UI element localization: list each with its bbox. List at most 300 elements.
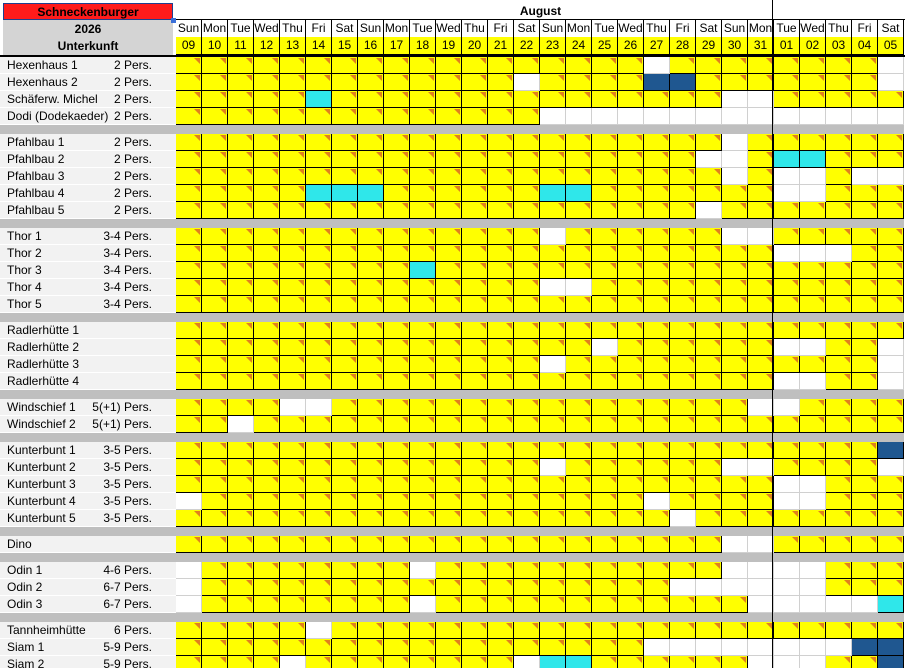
- booking-cell[interactable]: [280, 296, 306, 313]
- booking-cell[interactable]: [618, 322, 644, 339]
- booking-cell[interactable]: [384, 510, 410, 527]
- booking-cell[interactable]: [462, 562, 488, 579]
- booking-cell[interactable]: [358, 622, 384, 639]
- booking-cell[interactable]: [852, 57, 878, 74]
- booking-cell[interactable]: [670, 91, 696, 108]
- booking-cell[interactable]: [436, 74, 462, 91]
- booking-cell[interactable]: [436, 57, 462, 74]
- booking-cell[interactable]: [826, 185, 852, 202]
- booking-cell[interactable]: [774, 57, 800, 74]
- booking-cell[interactable]: [332, 442, 358, 459]
- booking-cell[interactable]: [436, 493, 462, 510]
- booking-cell[interactable]: [176, 510, 202, 527]
- booking-cell[interactable]: [436, 296, 462, 313]
- booking-cell[interactable]: [384, 399, 410, 416]
- booking-cell[interactable]: [800, 339, 826, 356]
- booking-cell[interactable]: [852, 442, 878, 459]
- booking-cell[interactable]: [306, 57, 332, 74]
- booking-cell[interactable]: [254, 228, 280, 245]
- booking-cell[interactable]: [800, 459, 826, 476]
- booking-cell[interactable]: [878, 151, 904, 168]
- booking-cell[interactable]: [644, 510, 670, 527]
- booking-cell[interactable]: [540, 108, 566, 125]
- booking-cell[interactable]: [826, 562, 852, 579]
- booking-cell[interactable]: [436, 356, 462, 373]
- booking-cell[interactable]: [670, 562, 696, 579]
- booking-cell[interactable]: [280, 245, 306, 262]
- booking-cell[interactable]: [644, 493, 670, 510]
- booking-cell[interactable]: [826, 228, 852, 245]
- booking-cell[interactable]: [748, 134, 774, 151]
- booking-cell[interactable]: [384, 656, 410, 668]
- booking-cell[interactable]: [358, 134, 384, 151]
- booking-cell[interactable]: [176, 493, 202, 510]
- booking-cell[interactable]: [722, 596, 748, 613]
- booking-cell[interactable]: [800, 202, 826, 219]
- booking-cell[interactable]: [566, 339, 592, 356]
- booking-cell[interactable]: [384, 151, 410, 168]
- booking-cell[interactable]: [176, 279, 202, 296]
- booking-cell[interactable]: [228, 74, 254, 91]
- booking-cell[interactable]: [722, 562, 748, 579]
- booking-cell[interactable]: [488, 151, 514, 168]
- booking-cell[interactable]: [826, 202, 852, 219]
- booking-cell[interactable]: [436, 476, 462, 493]
- booking-cell[interactable]: [202, 622, 228, 639]
- booking-cell[interactable]: [176, 108, 202, 125]
- booking-cell[interactable]: [800, 296, 826, 313]
- booking-cell[interactable]: [436, 279, 462, 296]
- booking-cell[interactable]: [462, 322, 488, 339]
- booking-cell[interactable]: [618, 296, 644, 313]
- booking-cell[interactable]: [852, 476, 878, 493]
- booking-cell[interactable]: [306, 262, 332, 279]
- booking-cell[interactable]: [878, 296, 904, 313]
- booking-cell[interactable]: [384, 296, 410, 313]
- booking-cell[interactable]: [540, 536, 566, 553]
- booking-cell[interactable]: [774, 245, 800, 262]
- booking-cell[interactable]: [462, 536, 488, 553]
- booking-cell[interactable]: [462, 185, 488, 202]
- booking-cell[interactable]: [488, 596, 514, 613]
- booking-cell[interactable]: [774, 639, 800, 656]
- booking-cell[interactable]: [670, 510, 696, 527]
- booking-cell[interactable]: [618, 596, 644, 613]
- booking-cell[interactable]: [176, 656, 202, 668]
- booking-cell[interactable]: [176, 74, 202, 91]
- booking-cell[interactable]: [878, 639, 904, 656]
- booking-cell[interactable]: [306, 228, 332, 245]
- booking-cell[interactable]: [774, 74, 800, 91]
- booking-cell[interactable]: [670, 639, 696, 656]
- booking-cell[interactable]: [540, 562, 566, 579]
- booking-cell[interactable]: [462, 245, 488, 262]
- booking-cell[interactable]: [696, 279, 722, 296]
- booking-cell[interactable]: [306, 416, 332, 433]
- booking-cell[interactable]: [722, 202, 748, 219]
- booking-cell[interactable]: [696, 510, 722, 527]
- booking-cell[interactable]: [202, 339, 228, 356]
- booking-cell[interactable]: [462, 596, 488, 613]
- booking-cell[interactable]: [202, 91, 228, 108]
- booking-cell[interactable]: [280, 579, 306, 596]
- booking-cell[interactable]: [696, 245, 722, 262]
- booking-cell[interactable]: [176, 339, 202, 356]
- booking-cell[interactable]: [774, 510, 800, 527]
- booking-cell[interactable]: [722, 262, 748, 279]
- booking-cell[interactable]: [618, 442, 644, 459]
- booking-cell[interactable]: [280, 373, 306, 390]
- booking-cell[interactable]: [618, 622, 644, 639]
- booking-cell[interactable]: [488, 57, 514, 74]
- booking-cell[interactable]: [800, 74, 826, 91]
- booking-cell[interactable]: [228, 399, 254, 416]
- booking-cell[interactable]: [852, 228, 878, 245]
- booking-cell[interactable]: [358, 151, 384, 168]
- booking-cell[interactable]: [254, 134, 280, 151]
- booking-cell[interactable]: [774, 622, 800, 639]
- booking-cell[interactable]: [228, 416, 254, 433]
- booking-cell[interactable]: [514, 57, 540, 74]
- booking-cell[interactable]: [852, 639, 878, 656]
- booking-cell[interactable]: [566, 596, 592, 613]
- booking-cell[interactable]: [722, 416, 748, 433]
- booking-cell[interactable]: [436, 399, 462, 416]
- booking-cell[interactable]: [748, 74, 774, 91]
- booking-cell[interactable]: [826, 476, 852, 493]
- booking-cell[interactable]: [254, 339, 280, 356]
- booking-cell[interactable]: [228, 185, 254, 202]
- booking-cell[interactable]: [540, 91, 566, 108]
- booking-cell[interactable]: [514, 262, 540, 279]
- booking-cell[interactable]: [748, 108, 774, 125]
- booking-cell[interactable]: [670, 373, 696, 390]
- booking-cell[interactable]: [592, 622, 618, 639]
- booking-cell[interactable]: [748, 245, 774, 262]
- booking-cell[interactable]: [670, 339, 696, 356]
- booking-cell[interactable]: [826, 493, 852, 510]
- booking-cell[interactable]: [852, 185, 878, 202]
- booking-cell[interactable]: [462, 202, 488, 219]
- booking-cell[interactable]: [748, 339, 774, 356]
- booking-cell[interactable]: [852, 168, 878, 185]
- booking-cell[interactable]: [592, 262, 618, 279]
- booking-cell[interactable]: [826, 245, 852, 262]
- booking-cell[interactable]: [384, 493, 410, 510]
- booking-cell[interactable]: [462, 622, 488, 639]
- booking-cell[interactable]: [748, 228, 774, 245]
- booking-cell[interactable]: [722, 279, 748, 296]
- booking-cell[interactable]: [826, 442, 852, 459]
- booking-cell[interactable]: [592, 339, 618, 356]
- booking-cell[interactable]: [202, 656, 228, 668]
- booking-cell[interactable]: [436, 510, 462, 527]
- booking-cell[interactable]: [332, 74, 358, 91]
- booking-cell[interactable]: [514, 459, 540, 476]
- booking-cell[interactable]: [800, 510, 826, 527]
- booking-cell[interactable]: [228, 245, 254, 262]
- booking-cell[interactable]: [618, 416, 644, 433]
- booking-cell[interactable]: [488, 356, 514, 373]
- booking-cell[interactable]: [696, 296, 722, 313]
- booking-cell[interactable]: [618, 639, 644, 656]
- booking-cell[interactable]: [696, 656, 722, 668]
- booking-cell[interactable]: [774, 562, 800, 579]
- booking-cell[interactable]: [410, 185, 436, 202]
- booking-cell[interactable]: [462, 656, 488, 668]
- booking-cell[interactable]: [722, 108, 748, 125]
- booking-cell[interactable]: [332, 151, 358, 168]
- booking-cell[interactable]: [878, 202, 904, 219]
- booking-cell[interactable]: [774, 416, 800, 433]
- booking-cell[interactable]: [436, 168, 462, 185]
- booking-cell[interactable]: [566, 373, 592, 390]
- booking-cell[interactable]: [592, 536, 618, 553]
- booking-cell[interactable]: [306, 562, 332, 579]
- booking-cell[interactable]: [488, 185, 514, 202]
- booking-cell[interactable]: [332, 622, 358, 639]
- booking-cell[interactable]: [618, 476, 644, 493]
- booking-cell[interactable]: [514, 493, 540, 510]
- booking-cell[interactable]: [748, 57, 774, 74]
- booking-cell[interactable]: [644, 168, 670, 185]
- accommodation-row-label[interactable]: [0, 57, 176, 74]
- booking-cell[interactable]: [462, 168, 488, 185]
- booking-cell[interactable]: [436, 91, 462, 108]
- booking-cell[interactable]: [462, 459, 488, 476]
- booking-cell[interactable]: [618, 57, 644, 74]
- booking-cell[interactable]: [358, 168, 384, 185]
- booking-cell[interactable]: [800, 562, 826, 579]
- booking-cell[interactable]: [826, 373, 852, 390]
- booking-cell[interactable]: [228, 279, 254, 296]
- booking-cell[interactable]: [644, 622, 670, 639]
- booking-cell[interactable]: [462, 108, 488, 125]
- booking-cell[interactable]: [592, 185, 618, 202]
- booking-cell[interactable]: [280, 510, 306, 527]
- booking-cell[interactable]: [306, 476, 332, 493]
- booking-cell[interactable]: [254, 476, 280, 493]
- accommodation-row-label[interactable]: [0, 373, 176, 390]
- booking-cell[interactable]: [358, 245, 384, 262]
- booking-cell[interactable]: [878, 57, 904, 74]
- booking-cell[interactable]: [540, 459, 566, 476]
- sheet-title[interactable]: Schneckenburger: [3, 3, 173, 20]
- booking-cell[interactable]: [384, 373, 410, 390]
- booking-cell[interactable]: [306, 108, 332, 125]
- booking-cell[interactable]: [592, 639, 618, 656]
- booking-cell[interactable]: [410, 151, 436, 168]
- booking-cell[interactable]: [800, 279, 826, 296]
- booking-cell[interactable]: [670, 262, 696, 279]
- booking-cell[interactable]: [592, 279, 618, 296]
- booking-cell[interactable]: [800, 322, 826, 339]
- booking-cell[interactable]: [800, 228, 826, 245]
- booking-cell[interactable]: [826, 296, 852, 313]
- booking-cell[interactable]: [722, 91, 748, 108]
- booking-cell[interactable]: [202, 185, 228, 202]
- booking-cell[interactable]: [306, 656, 332, 668]
- booking-cell[interactable]: [280, 562, 306, 579]
- booking-cell[interactable]: [748, 639, 774, 656]
- booking-cell[interactable]: [878, 134, 904, 151]
- accommodation-row-label[interactable]: [0, 562, 176, 579]
- booking-cell[interactable]: [878, 339, 904, 356]
- booking-cell[interactable]: [540, 579, 566, 596]
- booking-cell[interactable]: [722, 185, 748, 202]
- booking-cell[interactable]: [384, 168, 410, 185]
- booking-cell[interactable]: [176, 459, 202, 476]
- booking-cell[interactable]: [670, 459, 696, 476]
- booking-cell[interactable]: [800, 622, 826, 639]
- booking-cell[interactable]: [280, 639, 306, 656]
- booking-cell[interactable]: [644, 536, 670, 553]
- booking-cell[interactable]: [228, 579, 254, 596]
- booking-cell[interactable]: [514, 399, 540, 416]
- booking-cell[interactable]: [566, 656, 592, 668]
- booking-cell[interactable]: [254, 510, 280, 527]
- booking-cell[interactable]: [696, 134, 722, 151]
- booking-cell[interactable]: [462, 493, 488, 510]
- booking-cell[interactable]: [202, 442, 228, 459]
- booking-cell[interactable]: [826, 57, 852, 74]
- booking-cell[interactable]: [488, 245, 514, 262]
- booking-cell[interactable]: [410, 91, 436, 108]
- booking-cell[interactable]: [176, 168, 202, 185]
- booking-cell[interactable]: [332, 245, 358, 262]
- booking-cell[interactable]: [280, 339, 306, 356]
- booking-cell[interactable]: [228, 639, 254, 656]
- booking-cell[interactable]: [488, 622, 514, 639]
- booking-cell[interactable]: [176, 202, 202, 219]
- booking-cell[interactable]: [800, 399, 826, 416]
- booking-cell[interactable]: [592, 562, 618, 579]
- booking-cell[interactable]: [202, 476, 228, 493]
- booking-cell[interactable]: [540, 373, 566, 390]
- booking-cell[interactable]: [774, 536, 800, 553]
- booking-cell[interactable]: [748, 202, 774, 219]
- booking-cell[interactable]: [410, 245, 436, 262]
- booking-cell[interactable]: [592, 579, 618, 596]
- booking-cell[interactable]: [410, 134, 436, 151]
- booking-cell[interactable]: [878, 510, 904, 527]
- booking-cell[interactable]: [358, 442, 384, 459]
- booking-cell[interactable]: [774, 399, 800, 416]
- booking-cell[interactable]: [644, 656, 670, 668]
- booking-cell[interactable]: [566, 151, 592, 168]
- booking-cell[interactable]: [202, 245, 228, 262]
- booking-cell[interactable]: [254, 296, 280, 313]
- booking-cell[interactable]: [358, 493, 384, 510]
- booking-cell[interactable]: [410, 476, 436, 493]
- booking-cell[interactable]: [826, 579, 852, 596]
- booking-cell[interactable]: [462, 91, 488, 108]
- booking-cell[interactable]: [852, 493, 878, 510]
- booking-cell[interactable]: [540, 228, 566, 245]
- booking-cell[interactable]: [878, 562, 904, 579]
- booking-cell[interactable]: [852, 262, 878, 279]
- booking-cell[interactable]: [800, 493, 826, 510]
- booking-cell[interactable]: [540, 416, 566, 433]
- booking-cell[interactable]: [280, 57, 306, 74]
- booking-cell[interactable]: [254, 373, 280, 390]
- booking-cell[interactable]: [202, 134, 228, 151]
- booking-cell[interactable]: [644, 579, 670, 596]
- booking-cell[interactable]: [228, 134, 254, 151]
- booking-cell[interactable]: [280, 536, 306, 553]
- booking-cell[interactable]: [618, 339, 644, 356]
- booking-cell[interactable]: [748, 399, 774, 416]
- booking-cell[interactable]: [592, 296, 618, 313]
- booking-cell[interactable]: [488, 228, 514, 245]
- booking-cell[interactable]: [384, 279, 410, 296]
- booking-cell[interactable]: [202, 57, 228, 74]
- booking-cell[interactable]: [202, 459, 228, 476]
- booking-cell[interactable]: [852, 536, 878, 553]
- booking-cell[interactable]: [514, 322, 540, 339]
- booking-cell[interactable]: [800, 245, 826, 262]
- booking-cell[interactable]: [618, 245, 644, 262]
- booking-cell[interactable]: [384, 459, 410, 476]
- booking-cell[interactable]: [540, 185, 566, 202]
- booking-cell[interactable]: [748, 493, 774, 510]
- booking-cell[interactable]: [280, 416, 306, 433]
- booking-cell[interactable]: [254, 656, 280, 668]
- booking-cell[interactable]: [228, 57, 254, 74]
- booking-cell[interactable]: [228, 656, 254, 668]
- booking-cell[interactable]: [306, 202, 332, 219]
- booking-cell[interactable]: [254, 416, 280, 433]
- booking-cell[interactable]: [644, 262, 670, 279]
- booking-cell[interactable]: [332, 296, 358, 313]
- accommodation-row-label[interactable]: [0, 493, 176, 510]
- booking-cell[interactable]: [540, 339, 566, 356]
- booking-cell[interactable]: [410, 373, 436, 390]
- booking-cell[interactable]: [878, 279, 904, 296]
- booking-cell[interactable]: [748, 442, 774, 459]
- booking-cell[interactable]: [592, 510, 618, 527]
- booking-cell[interactable]: [644, 339, 670, 356]
- booking-cell[interactable]: [384, 262, 410, 279]
- booking-cell[interactable]: [488, 296, 514, 313]
- booking-cell[interactable]: [436, 322, 462, 339]
- booking-cell[interactable]: [410, 656, 436, 668]
- booking-cell[interactable]: [748, 579, 774, 596]
- booking-cell[interactable]: [774, 91, 800, 108]
- booking-cell[interactable]: [670, 416, 696, 433]
- booking-cell[interactable]: [696, 416, 722, 433]
- booking-cell[interactable]: [592, 596, 618, 613]
- booking-cell[interactable]: [306, 296, 332, 313]
- booking-cell[interactable]: [696, 639, 722, 656]
- booking-cell[interactable]: [176, 373, 202, 390]
- booking-cell[interactable]: [852, 134, 878, 151]
- booking-cell[interactable]: [852, 399, 878, 416]
- booking-cell[interactable]: [280, 168, 306, 185]
- booking-cell[interactable]: [670, 399, 696, 416]
- booking-cell[interactable]: [176, 639, 202, 656]
- booking-cell[interactable]: [566, 476, 592, 493]
- booking-cell[interactable]: [696, 562, 722, 579]
- booking-cell[interactable]: [514, 622, 540, 639]
- booking-cell[interactable]: [618, 108, 644, 125]
- booking-cell[interactable]: [384, 476, 410, 493]
- booking-cell[interactable]: [670, 57, 696, 74]
- booking-cell[interactable]: [774, 322, 800, 339]
- booking-cell[interactable]: [202, 373, 228, 390]
- booking-cell[interactable]: [774, 108, 800, 125]
- booking-cell[interactable]: [358, 416, 384, 433]
